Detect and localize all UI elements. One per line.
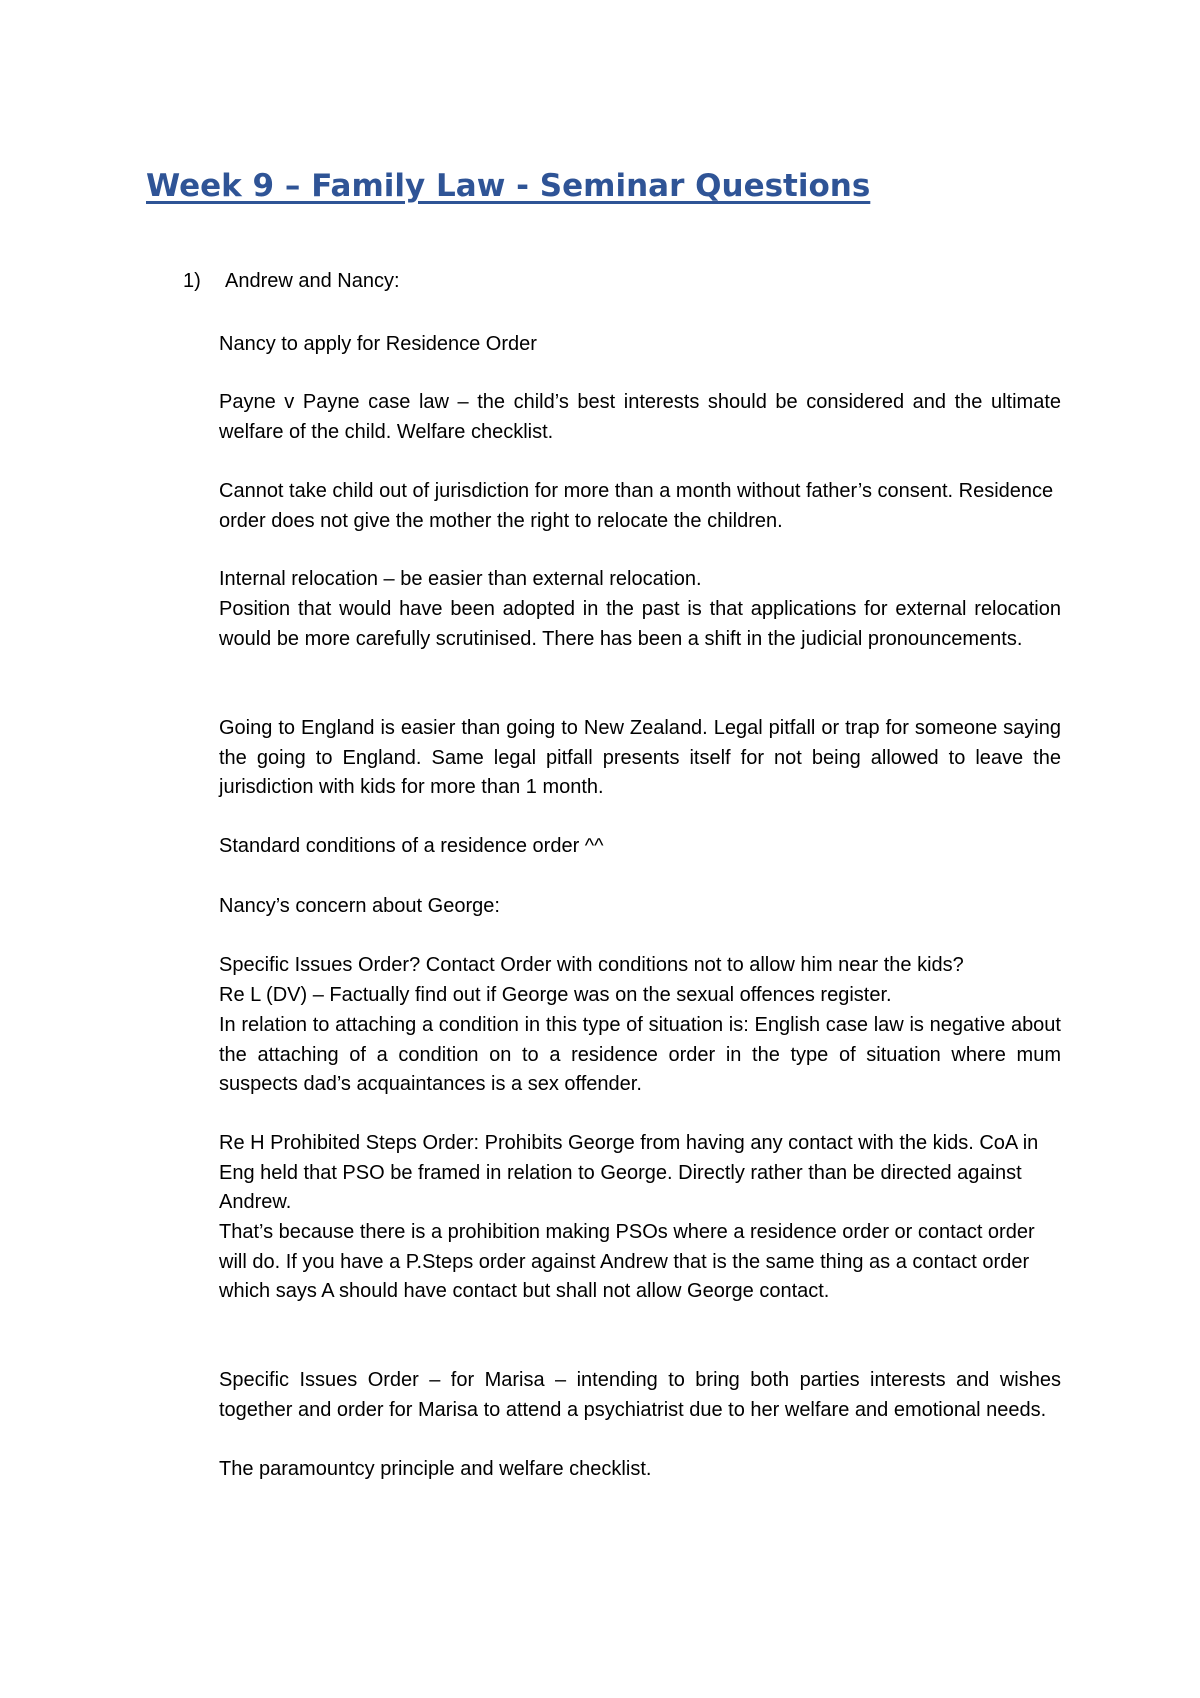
paragraph: The paramountcy principle and welfare checklist. [219,1458,652,1480]
paragraph: Specific Issues Order – for Marisa – intending to bring both parties interests and wishes together and order for Marisa to attend a psychiatrist due to her welfare and emotional needs. [219,1369,1061,1421]
paragraph: Nancy to apply for Residence Order [219,333,537,355]
paragraph: That’s because there is a prohibition making PSOs where a residence order or contact order will do. If you have a P.Steps order against Andrew that is the same thing as a contact order which says A should have contact but shall not allow George contact. [219,1221,1035,1302]
paragraph: Position that would have been adopted in the past is that applications for external relocation would be more carefully scrutinised. There has been a shift in the judicial pronouncements. [219,598,1061,650]
paragraph: Going to England is easier than going to New Zealand. Legal pitfall or trap for someone saying the going to England. Same legal pitfall presents itself for not being allowed to leave the jurisdiction with kids for more than 1 month. [219,717,1061,798]
document-title: Week 9 – Family Law - Seminar Questions [146,168,871,204]
paragraph: Re L (DV) – Factually find out if George was on the sexual offences register. [219,984,892,1006]
paragraph: Cannot take child out of jurisdiction for more than a month without father’s consent. Residence order does not give the mother the right to relocate the children. [219,480,1054,532]
paragraph: Standard conditions of a residence order ^^ [219,835,604,857]
paragraph: Nancy’s concern about George: [219,895,500,917]
paragraph: Re H Prohibited Steps Order: Prohibits George from having any contact with the kids. CoA in Eng held that PSO be framed in relation to George. Directly rather than be directed against Andrew. [219,1132,1039,1213]
paragraph: Specific Issues Order? Contact Order with conditions not to allow him near the kids? [219,954,964,976]
paragraph: In relation to attaching a condition in this type of situation is: English case law is negative about the attaching of a condition on to a residence order in the type of situation where mum suspects dad’s acquaintances is a sex offender. [219,1014,1061,1095]
paragraph: Payne v Payne case law – the child’s best interests should be considered and the ultimate welfare of the child. Welfare checklist. [219,391,1061,443]
paragraph: Internal relocation – be easier than external relocation. [219,568,702,590]
question-number: 1) [183,270,201,292]
question-heading [183,270,400,293]
question-title: Andrew and Nancy: [225,270,400,292]
